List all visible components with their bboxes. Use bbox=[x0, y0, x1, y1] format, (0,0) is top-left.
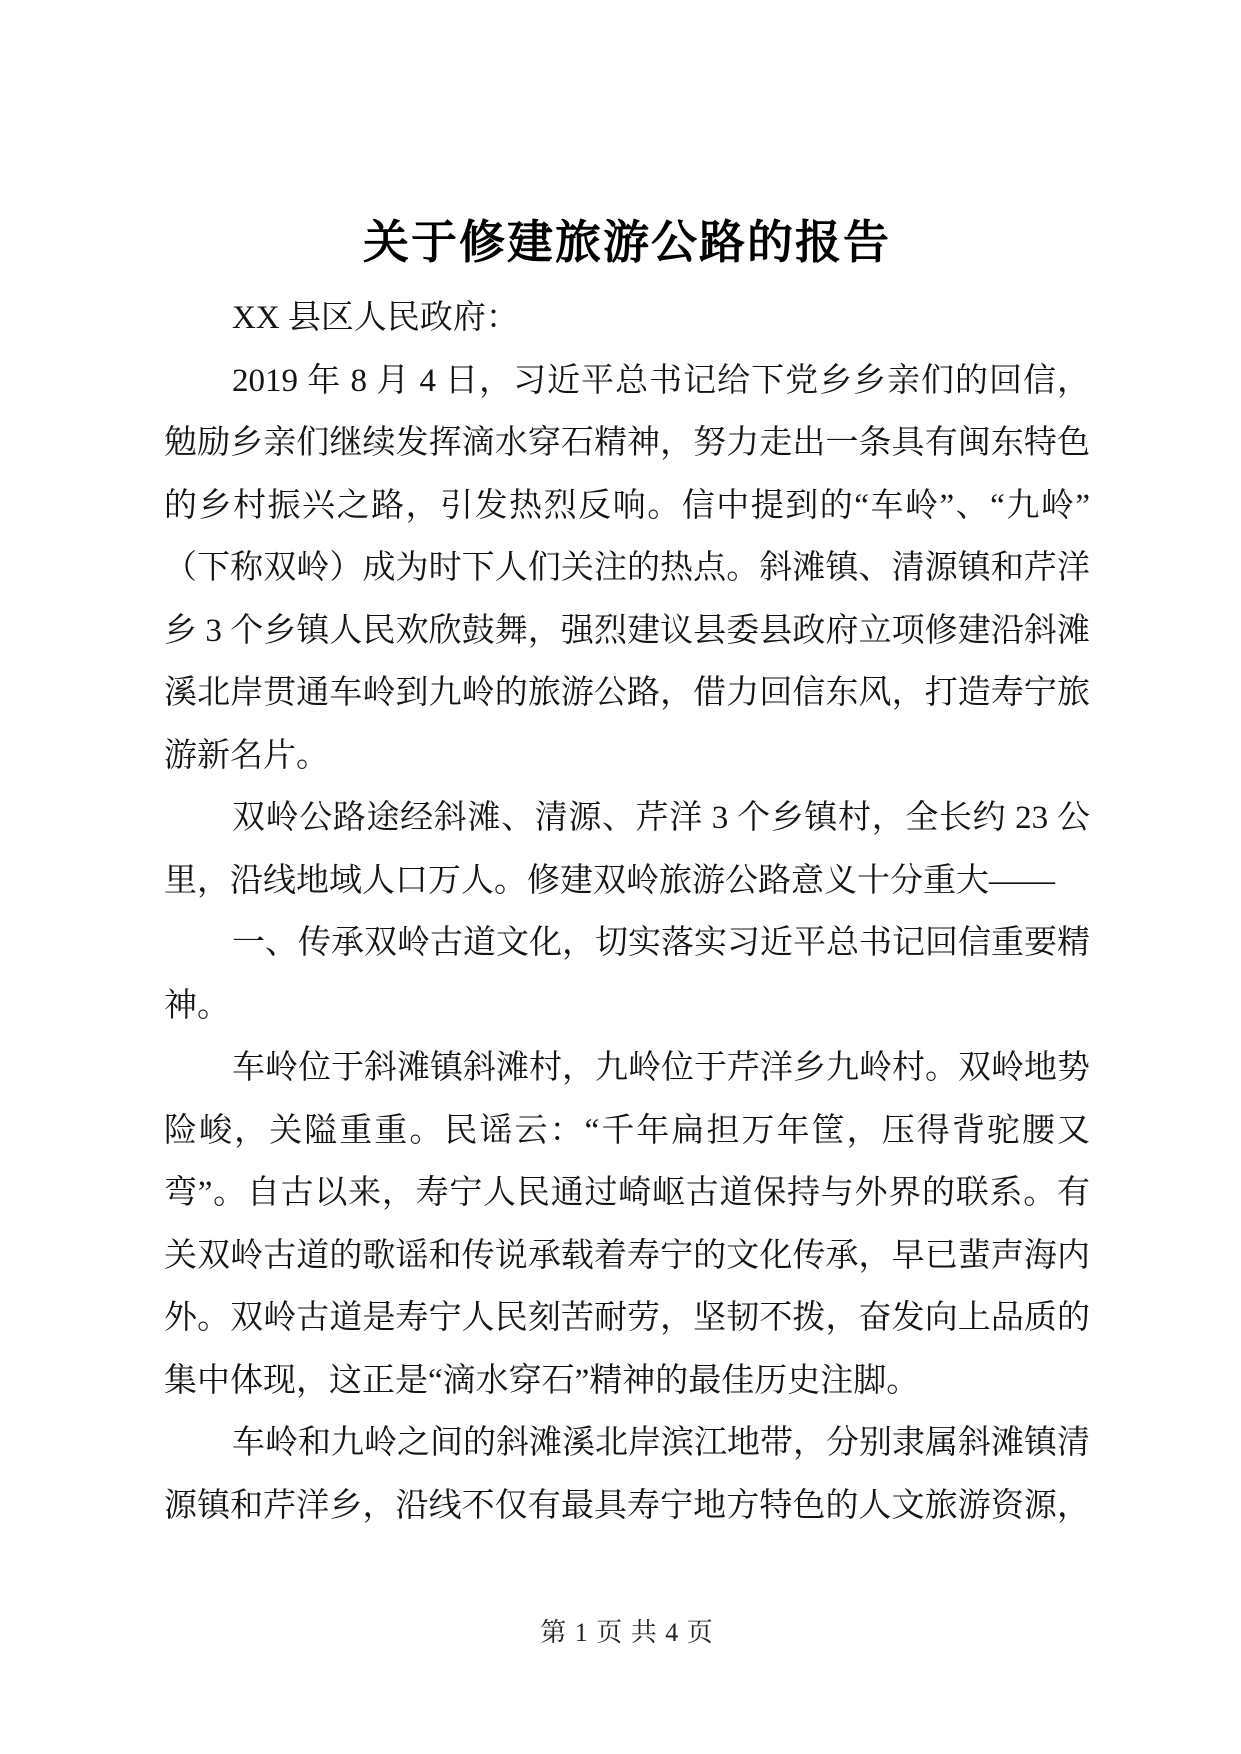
body-line: 弯”。自古以来，寿宁人民通过崎岖古道保持与外界的联系。有 bbox=[164, 1175, 1090, 1211]
body-line: 集中体现，这正是“滴水穿石”精神的最佳历史注脚。 bbox=[164, 1362, 920, 1399]
body-line: 勉励乡亲们继续发挥滴水穿石精神，努力走出一条具有闽东特色 bbox=[164, 425, 1090, 461]
body-line: （下称双岭）成为时下人们关注的热点。斜滩镇、清源镇和芹洋 bbox=[164, 550, 1090, 586]
body-line: 车岭位于斜滩镇斜滩村，九岭位于芹洋乡九岭村。双岭地势 bbox=[232, 1050, 1090, 1086]
body-line: 险峻，关隘重重。民谣云：“千年扁担万年筐，压得背驼腰又 bbox=[164, 1112, 1090, 1149]
page-number-text: 第 1 页 共 4 页 bbox=[540, 1618, 714, 1647]
body-line: 游新名片。 bbox=[164, 737, 329, 774]
body-line: 关双岭古道的歌谣和传说承载着寿宁的文化传承，早已蜚声海内 bbox=[164, 1237, 1090, 1274]
body-line-heading: 一、传承双岭古道文化，切实落实习近平总书记回信重要精 bbox=[232, 925, 1090, 961]
body-text bbox=[164, 287, 1090, 1537]
body-line: 车岭和九岭之间的斜滩溪北岸滨江地带，分别隶属斜滩镇清 bbox=[232, 1425, 1090, 1461]
body-line-salutation: XX 县区人民政府： bbox=[232, 300, 519, 336]
body-line: 2019 年 8 月 4 日，习近平总书记给下党乡乡亲们的回信， bbox=[232, 362, 1090, 399]
page-title: 关于修建旅游公路的报告 bbox=[363, 216, 891, 268]
body-line: 溪北岸贯通车岭到九岭的旅游公路，借力回信东风，打造寿宁旅 bbox=[164, 675, 1090, 711]
body-line-heading: 神。 bbox=[164, 987, 230, 1024]
body-line: 里，沿线地域人口万人。修建双岭旅游公路意义十分重大—— bbox=[164, 862, 1055, 899]
body-line: 双岭公路途经斜滩、清源、芹洋 3 个乡镇村，全长约 23 公 bbox=[232, 800, 1090, 836]
body-line: 乡 3 个乡镇人民欢欣鼓舞，强烈建议县委县政府立项修建沿斜滩 bbox=[164, 612, 1090, 649]
body-line: 的乡村振兴之路，引发热烈反响。信中提到的“车岭”、“九岭” bbox=[164, 487, 1090, 524]
body-line: 外。双岭古道是寿宁人民刻苦耐劳，坚韧不拨，奋发向上品质的 bbox=[164, 1300, 1090, 1336]
body-line: 源镇和芹洋乡，沿线不仅有最具寿宁地方特色的人文旅游资源， bbox=[164, 1487, 1090, 1524]
page-footer bbox=[164, 1616, 1090, 1650]
